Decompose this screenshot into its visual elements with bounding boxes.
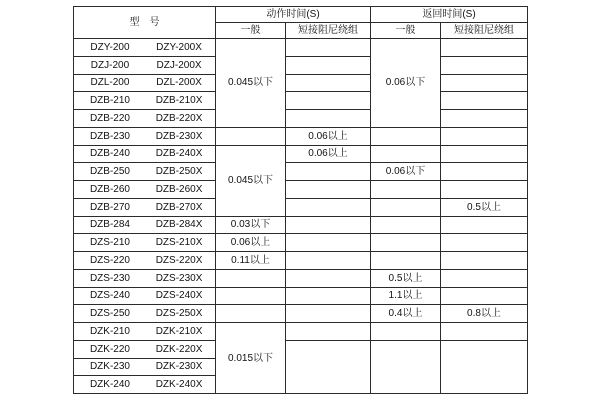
action-short-damping-cell — [286, 216, 371, 234]
table-row — [74, 198, 528, 216]
model-name-x: DZL-200X — [156, 77, 202, 89]
return-short-damping-cell: 0.5以上 — [441, 198, 528, 216]
table-row — [74, 287, 528, 305]
action-short-damping-cell — [286, 163, 371, 181]
model-cell — [74, 127, 216, 145]
return-short-damping-cell — [441, 110, 528, 128]
action-short-damping-cell — [286, 56, 371, 74]
action-general-cell: 0.015以下 — [216, 323, 286, 394]
action-short-damping-cell — [286, 269, 371, 287]
model-name-x: DZS-210X — [155, 237, 203, 249]
col-header-return-time-group: 返回时间(S) — [371, 7, 528, 23]
model-cell — [74, 145, 216, 163]
model-name-x: DZB-220X — [155, 112, 203, 124]
action-general-cell — [216, 269, 286, 287]
action-general-cell: 0.11以上 — [216, 252, 286, 270]
model-name: DZK-240 — [89, 379, 130, 391]
model-cell — [74, 287, 216, 305]
table-row — [74, 323, 528, 341]
return-general-cell — [371, 127, 441, 145]
table-row — [74, 163, 528, 181]
model-name: DZK-230 — [89, 361, 130, 373]
model-name: DZK-220 — [89, 343, 130, 355]
return-general-cell: 1.1以上 — [371, 287, 441, 305]
model-name: DZB-240 — [89, 148, 130, 160]
return-short-damping-cell — [441, 234, 528, 252]
model-cell — [74, 56, 216, 74]
action-short-damping-cell — [286, 287, 371, 305]
table-row — [74, 234, 528, 252]
action-general-cell: 0.045以下 — [216, 39, 286, 128]
model-name: DZS-250 — [89, 308, 130, 320]
action-short-damping-cell: 0.06以上 — [286, 145, 371, 163]
return-short-damping-cell — [441, 163, 528, 181]
model-cell — [74, 216, 216, 234]
model-name: DZB-270 — [89, 201, 130, 213]
col-header-action-short-damping: 短接阻尼绕组 — [286, 23, 371, 39]
model-cell — [74, 305, 216, 323]
model-name: DZS-220 — [89, 254, 130, 266]
model-name-x: DZK-220X — [155, 343, 203, 355]
model-name-x: DZK-240X — [155, 379, 203, 391]
table-row — [74, 74, 528, 92]
return-general-cell: 0.06以下 — [371, 163, 441, 181]
model-name-x: DZS-220X — [155, 254, 203, 266]
return-general-cell: 0.06以下 — [371, 39, 441, 128]
return-short-damping-cell — [441, 145, 528, 163]
model-name-x: DZS-240X — [155, 290, 203, 302]
table-row — [74, 181, 528, 199]
table-row — [74, 269, 528, 287]
action-general-cell: 0.03以下 — [216, 216, 286, 234]
action-short-damping-cell — [286, 181, 371, 199]
table-row — [74, 305, 528, 323]
return-short-damping-cell — [441, 56, 528, 74]
return-general-cell — [371, 252, 441, 270]
return-general-cell — [371, 323, 441, 341]
col-header-return-general: 一般 — [371, 23, 441, 39]
action-general-cell — [216, 287, 286, 305]
return-short-damping-cell — [441, 216, 528, 234]
return-short-damping-cell — [441, 323, 528, 341]
return-general-cell — [371, 198, 441, 216]
action-general-cell — [216, 305, 286, 323]
model-name: DZB-220 — [89, 112, 130, 124]
action-short-damping-cell — [286, 252, 371, 270]
model-cell — [74, 39, 216, 57]
action-short-damping-cell — [286, 305, 371, 323]
model-name-x: DZB-210X — [155, 95, 203, 107]
model-name: DZS-230 — [89, 272, 130, 284]
return-short-damping-cell — [441, 340, 528, 393]
model-cell — [74, 234, 216, 252]
model-name: DZB-260 — [89, 183, 130, 195]
return-general-cell: 0.4以上 — [371, 305, 441, 323]
model-cell — [74, 252, 216, 270]
col-header-model: 型 号 — [74, 7, 216, 39]
table-row — [74, 127, 528, 145]
model-name-x: DZB-230X — [155, 130, 203, 142]
model-name-x: DZK-210X — [155, 325, 203, 337]
model-cell — [74, 163, 216, 181]
table-row — [74, 92, 528, 110]
return-short-damping-cell — [441, 252, 528, 270]
table-row — [74, 216, 528, 234]
action-short-damping-cell — [286, 92, 371, 110]
action-short-damping-cell — [286, 323, 371, 341]
model-name: DZB-250 — [89, 166, 130, 178]
action-short-damping-cell — [286, 39, 371, 57]
model-cell — [74, 74, 216, 92]
table-row — [74, 252, 528, 270]
model-name: DZJ-200 — [90, 59, 130, 71]
return-general-cell — [371, 181, 441, 199]
model-name: DZB-284 — [89, 219, 130, 231]
model-name-x: DZJ-200X — [156, 59, 202, 71]
col-header-action-time-group: 动作时间(S) — [216, 7, 371, 23]
model-cell — [74, 340, 216, 358]
model-cell — [74, 376, 216, 394]
return-general-cell — [371, 216, 441, 234]
action-short-damping-cell — [286, 198, 371, 216]
table-row — [74, 39, 528, 57]
return-short-damping-cell — [441, 127, 528, 145]
return-general-cell: 0.5以上 — [371, 269, 441, 287]
action-short-damping-cell: 0.06以上 — [286, 127, 371, 145]
action-short-damping-cell — [286, 110, 371, 128]
model-cell — [74, 323, 216, 341]
model-cell — [74, 110, 216, 128]
col-header-action-general: 一般 — [216, 23, 286, 39]
return-short-damping-cell — [441, 74, 528, 92]
table-row — [74, 110, 528, 128]
return-general-cell — [371, 234, 441, 252]
table-row — [74, 340, 528, 358]
model-name-x: DZB-260X — [155, 183, 203, 195]
action-general-cell — [216, 127, 286, 145]
action-general-cell: 0.045以下 — [216, 145, 286, 216]
col-header-return-short-damping: 短接阻尼绕组 — [441, 23, 528, 39]
action-general-cell: 0.06以上 — [216, 234, 286, 252]
action-short-damping-cell — [286, 74, 371, 92]
return-short-damping-cell — [441, 181, 528, 199]
model-cell — [74, 269, 216, 287]
model-cell — [74, 198, 216, 216]
model-cell — [74, 358, 216, 376]
return-short-damping-cell — [441, 39, 528, 57]
model-name: DZL-200 — [90, 77, 130, 89]
model-name: DZY-200 — [90, 41, 130, 53]
return-short-damping-cell — [441, 287, 528, 305]
model-name-x: DZS-250X — [155, 308, 203, 320]
header-group-row — [74, 7, 528, 23]
model-name: DZS-210 — [89, 237, 130, 249]
return-short-damping-cell — [441, 92, 528, 110]
model-name: DZS-240 — [89, 290, 130, 302]
relay-timing-table — [73, 6, 528, 394]
model-name-x: DZS-230X — [155, 272, 203, 284]
model-name: DZB-230 — [89, 130, 130, 142]
return-short-damping-cell: 0.8以上 — [441, 305, 528, 323]
return-short-damping-cell — [441, 269, 528, 287]
model-name-x: DZB-240X — [155, 148, 203, 160]
table-row — [74, 145, 528, 163]
model-name-x: DZB-284X — [155, 219, 203, 231]
return-general-cell — [371, 145, 441, 163]
model-cell — [74, 181, 216, 199]
action-short-damping-cell — [286, 234, 371, 252]
model-name: DZK-210 — [89, 325, 130, 337]
model-name-x: DZK-230X — [155, 361, 203, 373]
return-general-cell — [371, 340, 441, 393]
model-cell — [74, 92, 216, 110]
table-row — [74, 56, 528, 74]
model-name-x: DZB-270X — [155, 201, 203, 213]
model-name-x: DZY-200X — [156, 41, 202, 53]
action-short-damping-cell — [286, 340, 371, 393]
model-name-x: DZB-250X — [155, 166, 203, 178]
model-name: DZB-210 — [89, 95, 130, 107]
